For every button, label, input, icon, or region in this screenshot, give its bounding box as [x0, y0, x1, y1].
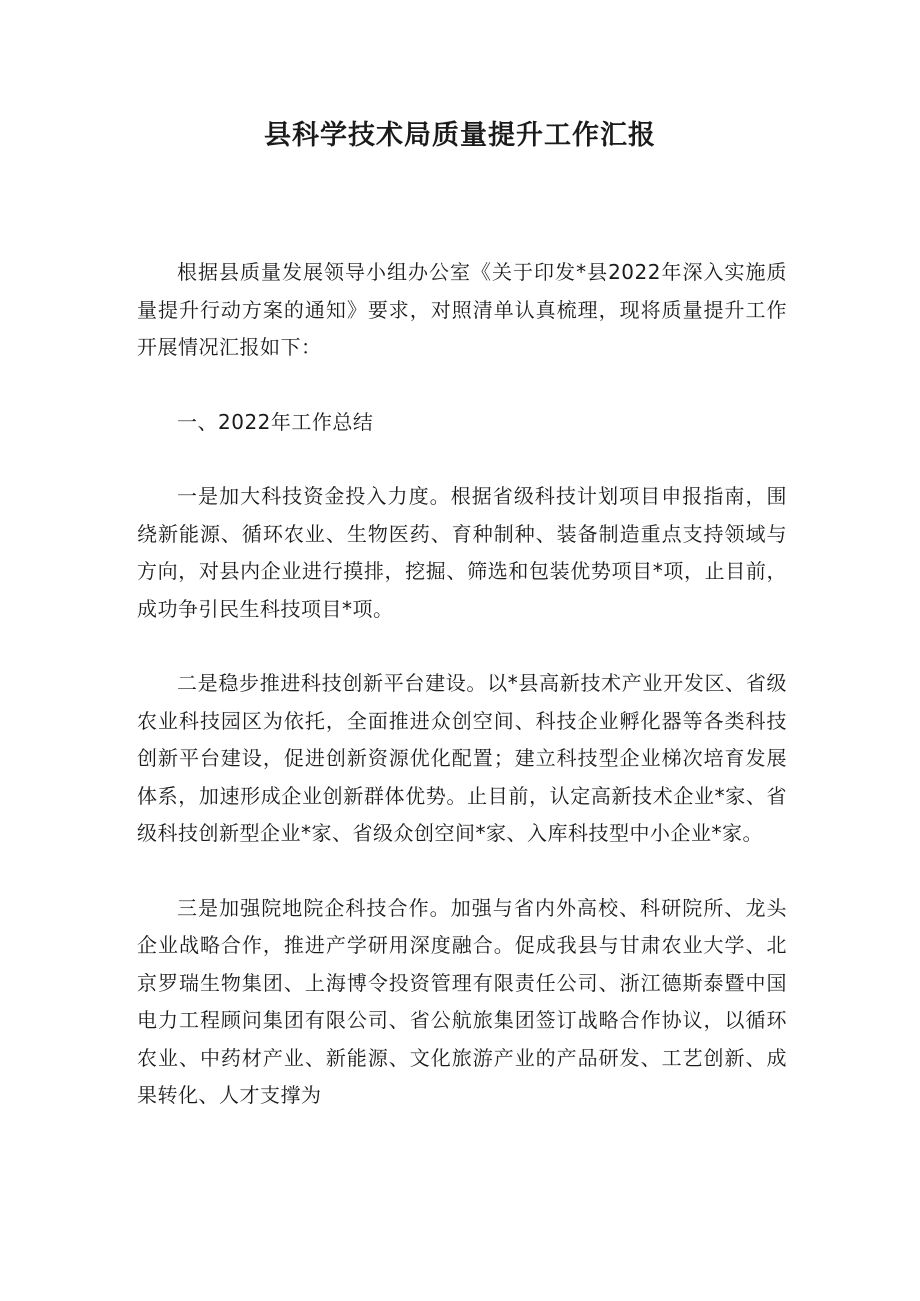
document-body: [137, 254, 787, 1115]
paragraph-item-1: 一是加大科技资金投入力度。根据省级科技计划项目申报指南，围绕新能源、循环农业、生物医药、育种制种、装备制造重点支持领域与方向，对县内企业进行摸排，挖掘、筛选和包装优势项目*项，止目前，成功争引民生科技项目*项。: [137, 484, 787, 621]
paragraph-intro: 根据县质量发展领导小组办公室《关于印发*县2022年深入实施质量提升行动方案的通知》要求，对照清单认真梳理，现将质量提升工作开展情况汇报如下：: [137, 260, 787, 359]
paragraph-item-2: 二是稳步推进科技创新平台建设。以*县高新技术产业开发区、省级农业科技园区为依托，全面推进众创空间、科技企业孵化器等各类科技创新平台建设，促进创新资源优化配置；建立科技型企业梯次培育发展体系，加速形成企业创新群体优势。止目前，认定高新技术企业*家、省级科技创新型企业*家、省级众创空间*家、入库科技型中小企业*家。: [137, 671, 787, 845]
paragraph-item-3: 三是加强院地院企科技合作。加强与省内外高校、科研院所、龙头企业战略合作，推进产学研用深度融合。促成我县与甘肃农业大学、北京罗瑞生物集团、上海博令投资管理有限责任公司、浙江德斯泰暨中国电力工程顾问集团有限公司、省公航旅集团签订战略合作协议，以循环农业、中药材产业、新能源、文化旅游产业的产品研发、工艺创新、成果转化、人才支撑为: [137, 895, 787, 1107]
section-heading: 一、2022年工作总结: [177, 409, 374, 434]
document-title: 县科学技术局质量提升工作汇报: [264, 120, 656, 151]
